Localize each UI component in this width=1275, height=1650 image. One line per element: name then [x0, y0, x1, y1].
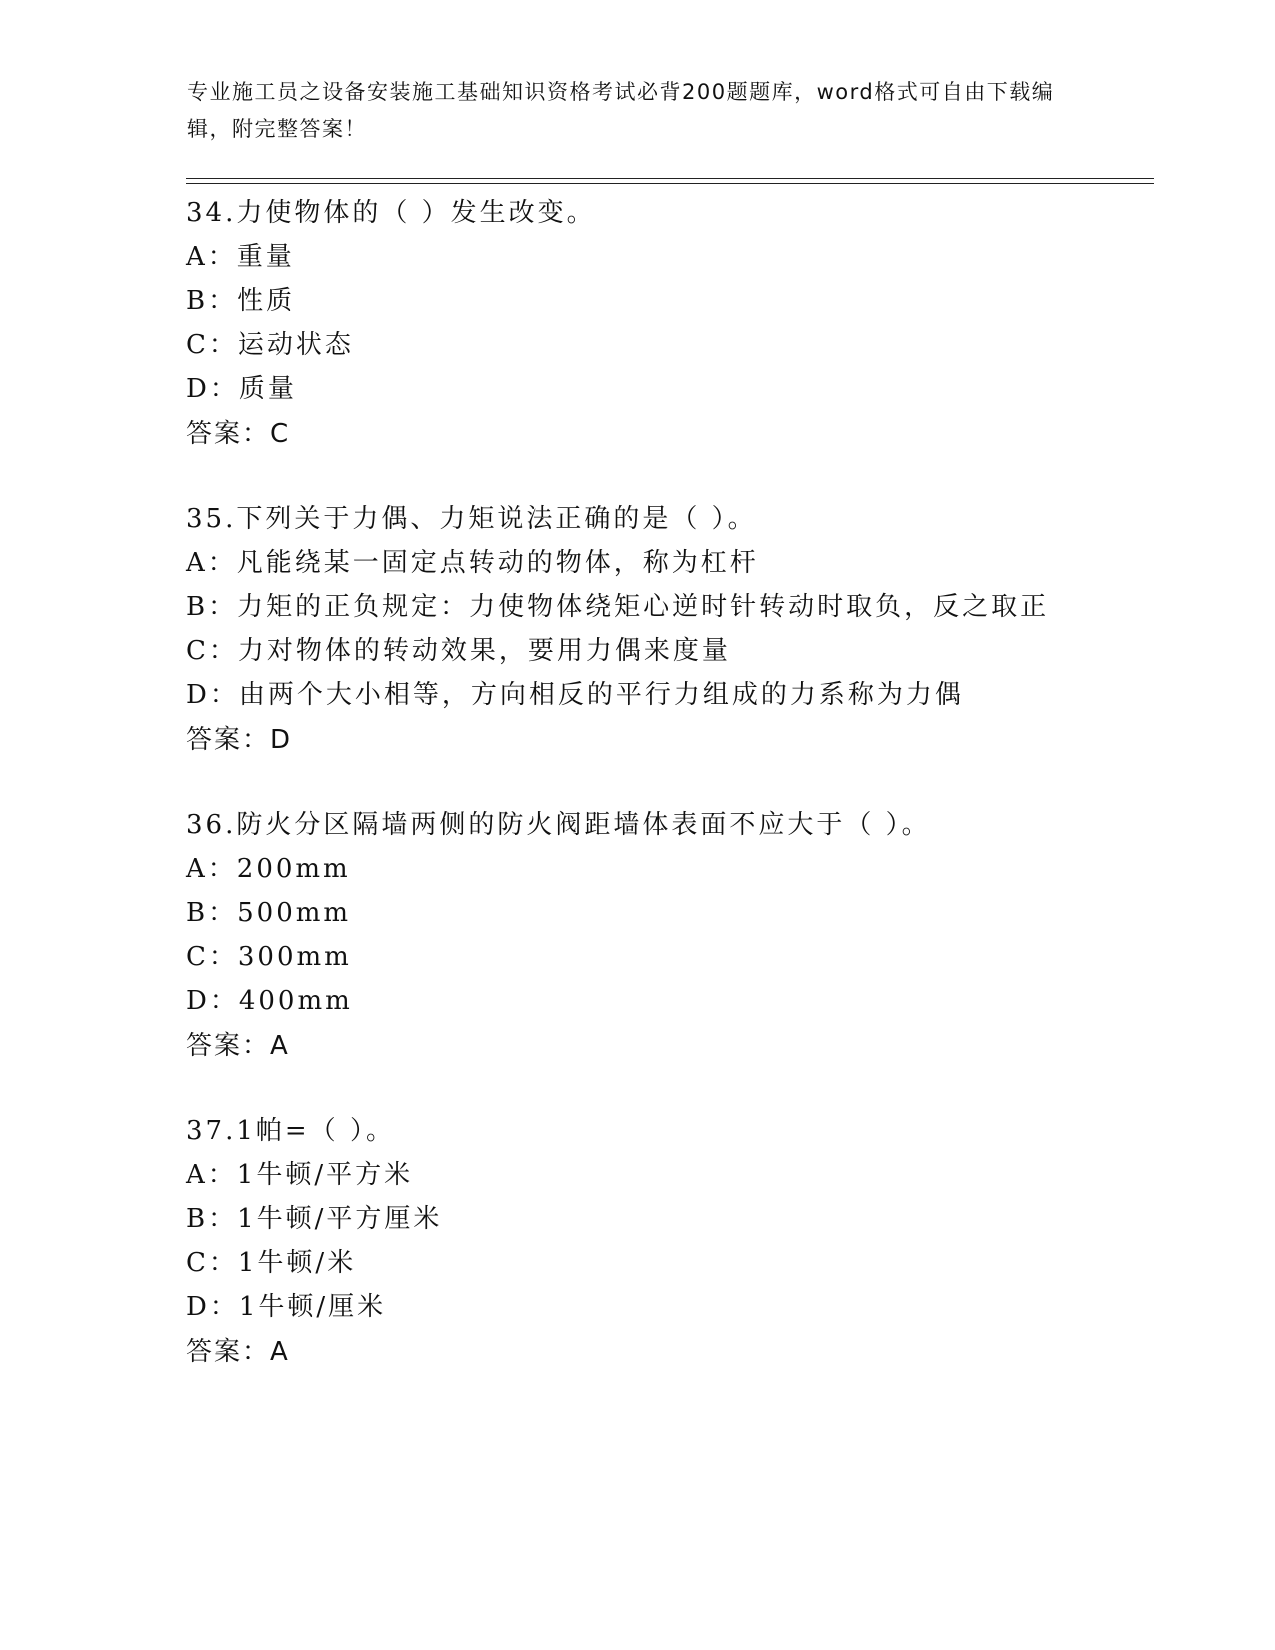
question-34-option-d: D：质量: [186, 374, 297, 404]
question-35-answer: 答案：D: [186, 725, 293, 755]
question-37-option-a: A：1牛顿/平方米: [186, 1160, 414, 1190]
header-divider-bottom: [186, 183, 1154, 184]
question-36-answer: 答案：A: [186, 1031, 290, 1061]
question-35-stem: 35.下列关于力偶、力矩说法正确的是（ ）。: [186, 504, 757, 534]
document-header: 专业施工员之设备安装施工基础知识资格考试必背200题题库，word格式可自由下载编辑，附完整答案！: [187, 80, 1055, 141]
question-37-option-b: B：1牛顿/平方厘米: [186, 1204, 443, 1234]
question-35-option-c: C：力对物体的转动效果，要用力偶来度量: [186, 636, 731, 666]
question-35-option-a: A：凡能绕某一固定点转动的物体，称为杠杆: [186, 548, 759, 578]
question-36-option-d: D：400mm: [186, 986, 353, 1016]
question-35-option-b: B：力矩的正负规定：力使物体绕矩心逆时针转动时取负，反之取正: [186, 592, 1050, 622]
question-34-option-a: A：重量: [186, 242, 295, 272]
question-37-answer: 答案：A: [186, 1337, 290, 1367]
question-36-option-a: A：200mm: [186, 854, 351, 884]
question-36-stem: 36.防火分区隔墙两侧的防火阀距墙体表面不应大于（ ）。: [186, 810, 931, 840]
question-34-option-c: C：运动状态: [186, 330, 354, 360]
question-37-option-c: C：1牛顿/米: [186, 1248, 357, 1278]
question-34-option-b: B：性质: [186, 286, 296, 316]
question-37-stem: 37.1帕=（ ）。: [186, 1116, 395, 1146]
question-34-stem: 34.力使物体的（ ）发生改变。: [186, 198, 596, 228]
question-36-option-b: B：500mm: [186, 898, 352, 928]
question-36-option-c: C：300mm: [186, 942, 352, 972]
header-divider-top: [186, 178, 1154, 179]
question-37-option-d: D：1牛顿/厘米: [186, 1292, 387, 1322]
question-34-answer: 答案：C: [186, 419, 291, 449]
question-35-option-d: D：由两个大小相等，方向相反的平行力组成的力系称为力偶: [186, 680, 964, 710]
